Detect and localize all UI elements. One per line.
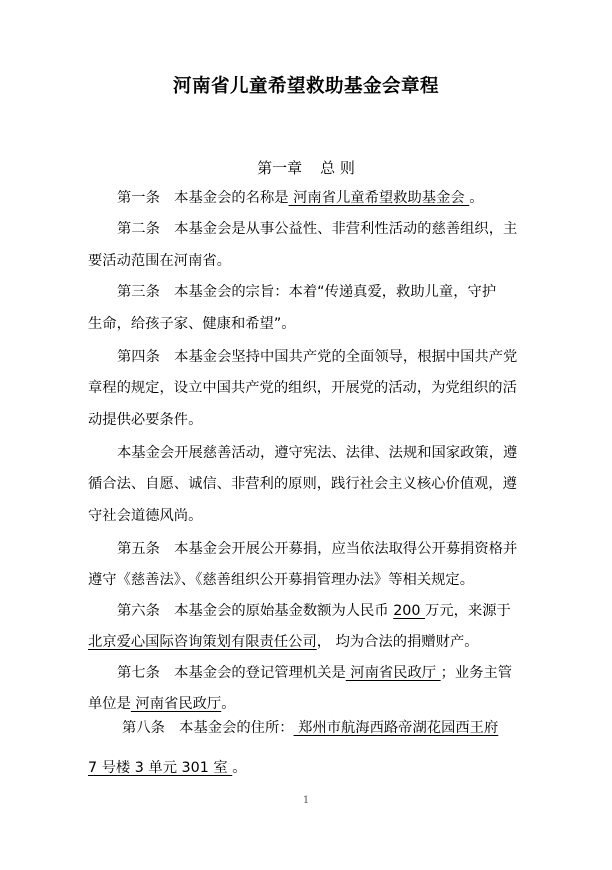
article-5-line-2: 遵守《慈善法》、《慈善组织公开募捐管理办法》等相关规定。 <box>88 572 475 588</box>
fund-amount: 200 <box>393 603 426 619</box>
article-6-line-1 <box>117 601 511 621</box>
article-6-mid: 万元，来源于 <box>425 603 511 619</box>
article-2-line-2: 要活动范围在河南省。 <box>88 253 231 269</box>
article-8-line-1 <box>122 718 498 738</box>
article-7-line-1 <box>117 663 512 683</box>
article-7-end: 。 <box>221 696 236 712</box>
article-4-line-1: 第四条 本基金会坚持中国共产党的全面领导，根据中国共产党 <box>117 349 518 365</box>
article-3-line-1: 第三条 本基金会的宗旨：本着“传递真爱，救助儿童，守护 <box>117 284 497 300</box>
article-8-lead: 第八条 本基金会的住所： <box>122 720 294 736</box>
foundation-name: 河南省儿童希望救助基金会 <box>288 190 470 206</box>
document-title: 河南省儿童希望救助基金会章程 <box>172 76 439 97</box>
article-5-line-1: 第五条 本基金会开展公开募捐，应当依法取得公开募捐资格并 <box>117 541 518 557</box>
chapter-name: 总 则 <box>320 159 355 177</box>
address-line-2: 7 号楼 3 单元 301 室 <box>88 760 233 776</box>
registration-authority: 河南省民政厅 <box>345 665 441 681</box>
paragraph-line-2: 循合法、自愿、诚信、非营利的原则，践行社会主义核心价值观，遵 <box>88 476 517 492</box>
article-3-line-2: 生命，给孩子家、健康和希望”。 <box>88 316 296 332</box>
article-1-lead: 第一条 本基金会的名称是 <box>117 190 289 206</box>
article-7-mid: ；业务主管 <box>440 665 513 681</box>
chapter-number: 第一章 <box>257 159 303 177</box>
page-number: 1 <box>302 795 310 806</box>
article-6-end: ， 均为合法的捐赠财产。 <box>316 634 479 650</box>
article-8-line-2 <box>88 758 247 778</box>
article-4-line-2: 章程的规定，设立中国共产党的组织，开展党的活动，为党组织的活 <box>88 380 517 396</box>
article-4-line-3: 动提供必要条件。 <box>88 412 203 428</box>
article-7-line-2 <box>88 694 236 714</box>
supervising-unit: 河南省民政厅 <box>130 696 222 712</box>
article-1 <box>117 188 484 208</box>
paragraph-line-1: 本基金会开展慈善活动，遵守宪法、法律、法规和国家政策，遵 <box>117 445 518 461</box>
article-8-end: 。 <box>232 760 247 776</box>
address-line-1: 郑州市航海西路帝湖花园西王府 <box>293 720 499 736</box>
article-6-line-2 <box>88 632 479 652</box>
article-6-lead: 第六条 本基金会的原始基金数额为人民币 <box>117 603 394 619</box>
paragraph-line-3: 守社会道德风尚。 <box>88 508 203 524</box>
fund-source: 北京爱心国际咨询策划有限责任公司 <box>88 634 317 650</box>
article-1-end: 。 <box>469 190 484 206</box>
article-2-line-1: 第二条 本基金会是从事公益性、非营利性活动的慈善组织，主 <box>117 221 518 237</box>
chapter-heading <box>0 157 612 178</box>
article-7-l2-lead: 单位是 <box>88 696 131 712</box>
article-7-lead: 第七条 本基金会的登记管理机关是 <box>117 665 346 681</box>
